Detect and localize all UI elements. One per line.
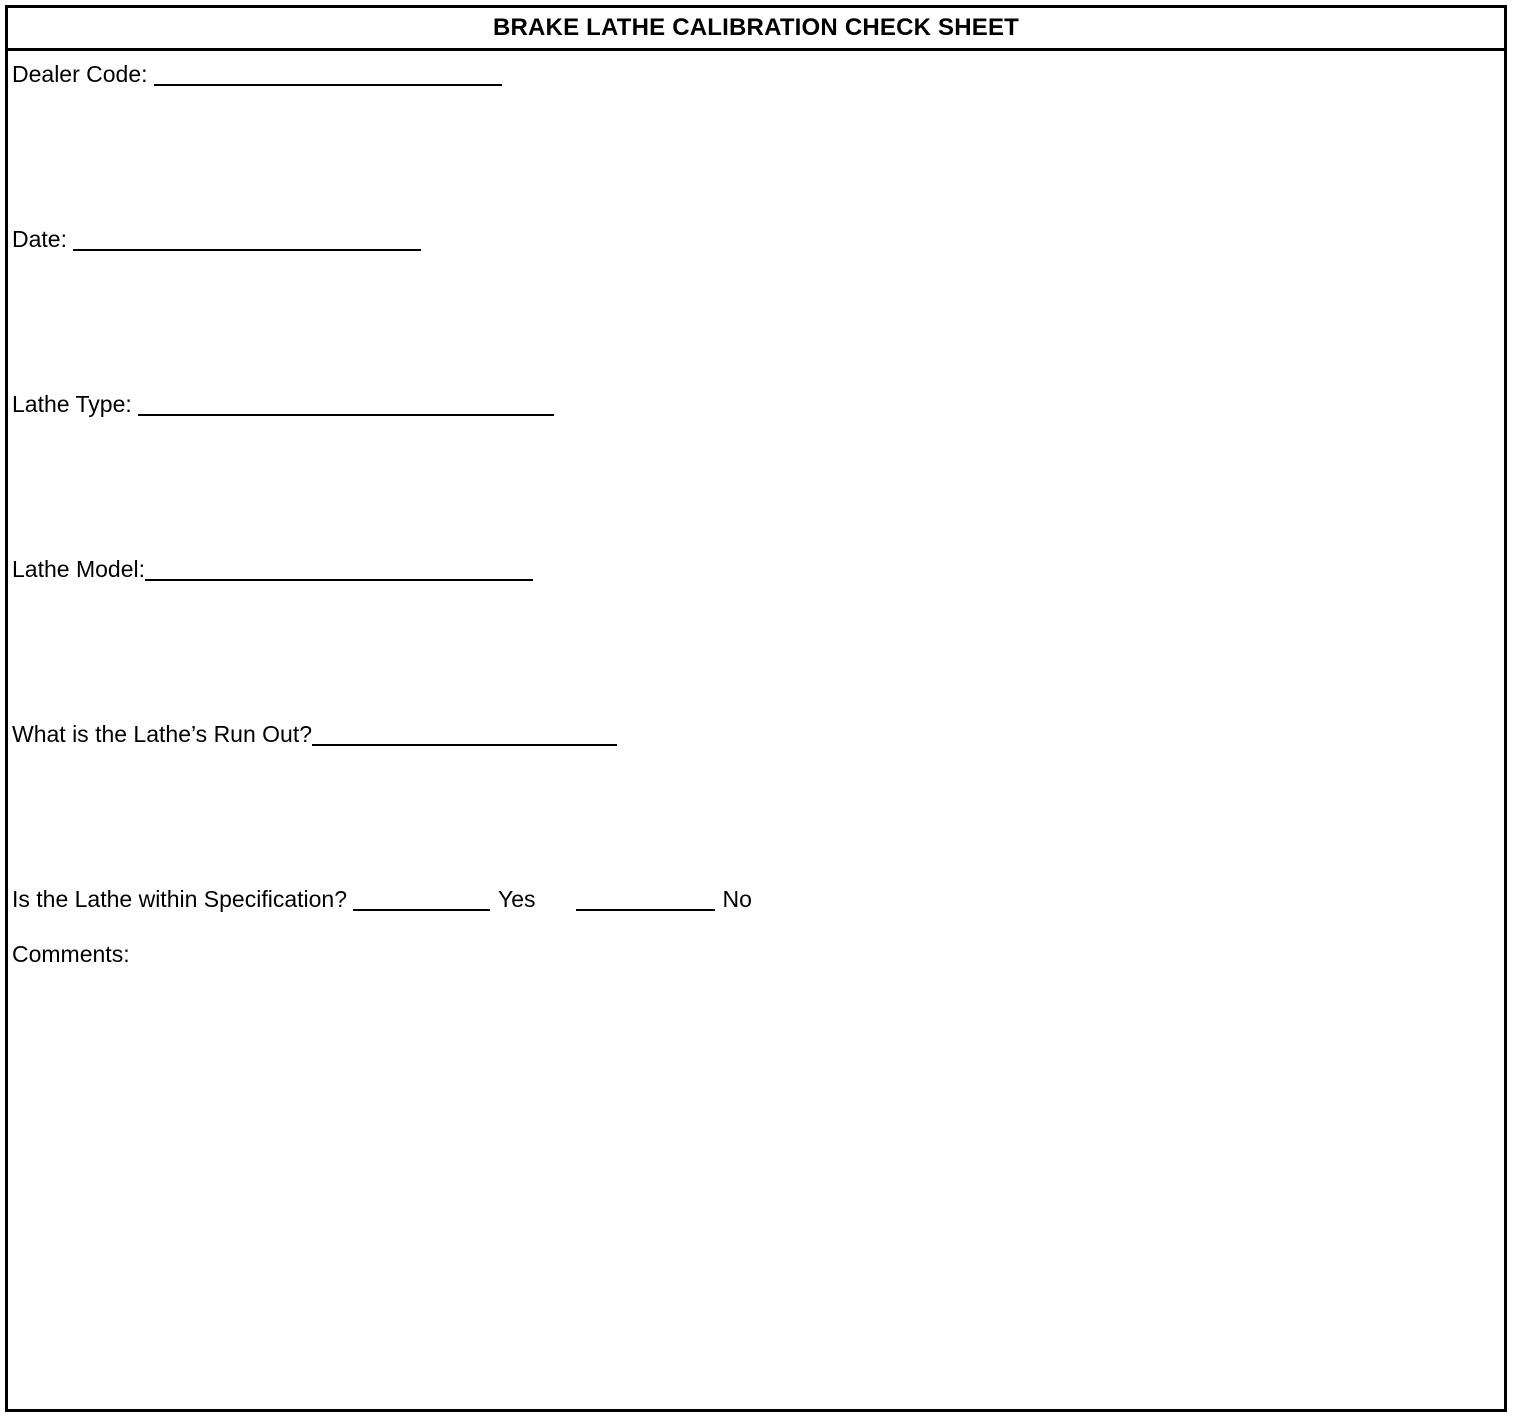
lathe-model-row: [12, 555, 533, 583]
specification-no-label: No: [722, 886, 752, 912]
lathe-type-field[interactable]: [138, 390, 554, 416]
form-title: BRAKE LATHE CALIBRATION CHECK SHEET: [492, 14, 1020, 41]
dealer-code-row: [12, 60, 502, 88]
dealer-code-label: Dealer Code:: [12, 61, 148, 87]
check-sheet: [5, 5, 1507, 1412]
dealer-code-field[interactable]: [154, 60, 502, 86]
specification-yes-label: Yes: [497, 886, 536, 912]
lathe-type-row: [12, 390, 554, 418]
run-out-label: What is the Lathe’s Run Out?: [12, 721, 313, 747]
date-row: [12, 225, 421, 253]
specification-row: [12, 885, 752, 913]
date-field[interactable]: [73, 225, 421, 251]
run-out-field[interactable]: [312, 720, 617, 746]
lathe-model-field[interactable]: [145, 555, 533, 581]
date-label: Date:: [12, 226, 67, 252]
specification-question: Is the Lathe within Specification?: [12, 886, 347, 912]
specification-no-blank[interactable]: [576, 885, 715, 911]
title-bar: [8, 8, 1504, 51]
specification-yes-blank[interactable]: [353, 885, 490, 911]
comments-row: [12, 940, 130, 968]
comments-label: Comments:: [12, 941, 130, 967]
lathe-type-label: Lathe Type:: [12, 391, 132, 417]
lathe-model-label: Lathe Model:: [12, 556, 145, 582]
comments-area[interactable]: [12, 976, 1500, 1405]
run-out-row: [12, 720, 617, 748]
